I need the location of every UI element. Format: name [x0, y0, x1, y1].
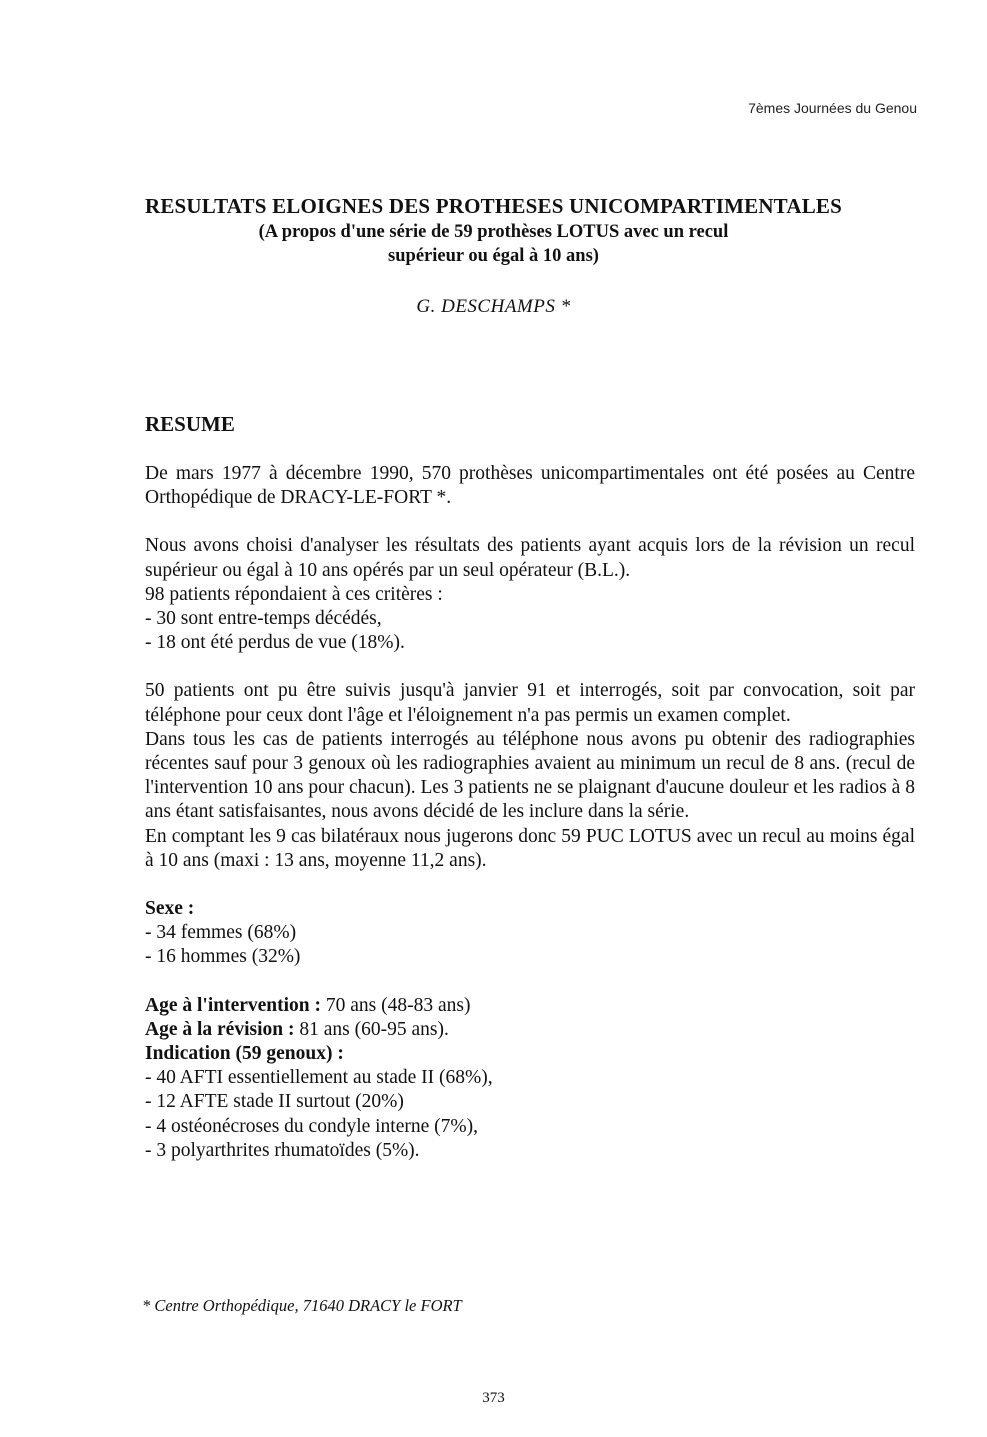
age-intervention-value: 70 ans (48-83 ans): [321, 994, 471, 1016]
age-revision-label: Age à la révision :: [145, 1018, 295, 1040]
section-heading: RESUME: [145, 412, 235, 436]
article-title: [0, 192, 987, 268]
age-revision-line: [145, 1018, 915, 1042]
age-revision-value: 81 ans (60-95 ans).: [294, 1018, 449, 1040]
title-line-2: (A propos d'une série de 59 prothèses LOTUS avec un recul: [258, 222, 729, 242]
sexe-label: Sexe :: [145, 898, 195, 920]
footnote: * Centre Orthopédique, 71640 DRACY le FORT: [142, 1296, 462, 1315]
list-item: - 3 polyarthrites rhumatoïdes (5%).: [145, 1139, 420, 1161]
age-intervention-line: [145, 994, 915, 1018]
paragraph-line: - 30 sont entre-temps décédés,: [145, 608, 382, 630]
paragraph: Nous avons choisi d'analyser les résultats des patients ayant acquis lors de la révision un recul supérieur ou égal à 10 ans opérés par un seul opérateur (B.L.).: [145, 535, 915, 581]
paragraph: En comptant les 9 cas bilatéraux nous jugerons donc 59 PUC LOTUS avec un recul au moins égal à 10 ans (maxi : 13 ans, moyenne 11,2 ans).: [145, 825, 915, 871]
paragraph-line: - 18 ont été perdus de vue (18%).: [145, 632, 405, 654]
list-item: - 34 femmes (68%): [145, 922, 297, 944]
author: G. DESCHAMPS *: [416, 296, 571, 317]
list-item: - 16 hommes (32%): [145, 946, 301, 968]
age-intervention-label: Age à l'intervention :: [145, 994, 322, 1016]
paragraph: 50 patients ont pu être suivis jusqu'à janvier 91 et interrogés, soit par convocation, soit par téléphone pour ceux dont l'âge et l'éloignement n'a pas permis un examen complet.: [145, 680, 915, 726]
paragraph-line: 98 patients répondaient à ces critères :: [145, 583, 443, 605]
list-item: - 4 ostéonécroses du condyle interne (7%),: [145, 1115, 479, 1137]
title-line-3: supérieur ou égal à 10 ans): [388, 246, 599, 266]
running-header: 7èmes Journées du Genou: [748, 100, 917, 116]
list-item: - 40 AFTI essentiellement au stade II (68%),: [145, 1067, 493, 1089]
page-number: 373: [482, 1390, 505, 1406]
paragraph: Dans tous les cas de patients interrogés au téléphone nous avons pu obtenir des radiographies récentes sauf pour 3 genoux où les radiographies avaient au minimum un recul de 8 ans. (recul de l'intervention 10 ans pour chacun). Les 3 patients ne se plaignant d'aucune douleur et les radios à 8 ans étant satisfaisantes, nous avons décidé de les inclure dans la série.: [145, 728, 915, 823]
indication-label: Indication (59 genoux) :: [145, 1043, 344, 1065]
list-item: - 12 AFTE stade II surtout (20%): [145, 1091, 404, 1113]
article-body: [145, 462, 915, 1163]
paragraph: De mars 1977 à décembre 1990, 570 prothèses unicompartimentales ont été posées au Centre Orthopédique de DRACY-LE-FORT *.: [145, 463, 915, 509]
title-line-1: RESULTATS ELOIGNES DES PROTHESES UNICOMPARTIMENTALES: [144, 194, 842, 218]
